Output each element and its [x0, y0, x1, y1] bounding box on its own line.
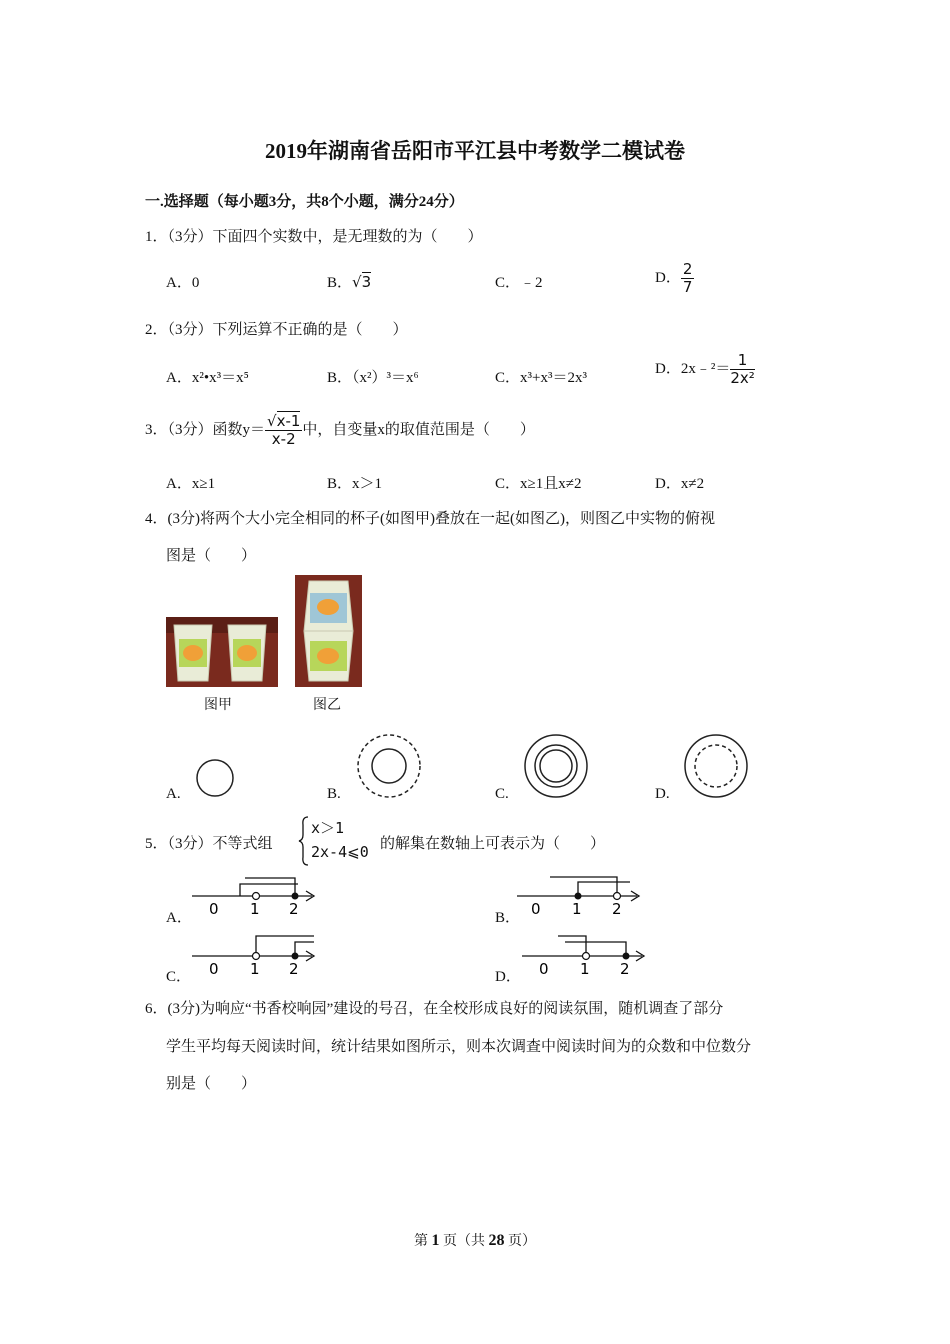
q2-option-d — [655, 352, 755, 387]
left-brace-icon — [298, 815, 310, 867]
q2-option-c: C．x³+x³＝2x³ — [495, 370, 587, 386]
caption-jia: 图甲 — [204, 697, 232, 713]
q4-option-c: C. — [495, 786, 509, 802]
number-line-d — [520, 932, 650, 978]
footer-total-pages: 28 — [488, 1232, 505, 1249]
q3-option-c: C．x≥1且x≠2 — [495, 476, 582, 492]
q5-option-c: C． — [166, 969, 192, 985]
footer-post: 页） — [508, 1234, 536, 1249]
q3-fraction-numerator — [265, 413, 302, 431]
q3-radicand: x-1 — [276, 412, 301, 430]
tick-label-1: 1 — [572, 900, 582, 918]
question-6-line1: 6．(3分)为响应“书香校响园”建设的号召，在全校形成良好的阅读氛围，随机调查了部分 — [145, 1001, 724, 1017]
tick-label-2: 2 — [612, 900, 622, 918]
q4-option-b-figure — [355, 732, 425, 802]
caption-yi: 图乙 — [313, 697, 341, 713]
cup-icon — [174, 625, 212, 681]
q1-option-d — [655, 261, 694, 296]
number-line-b — [515, 872, 645, 918]
question-4-stem-line2: 图是（ ） — [166, 548, 257, 564]
tick-label-1: 1 — [250, 900, 260, 918]
q3-stem-post: 中，自变量x的取值范围是（ ） — [302, 421, 535, 438]
tick-label-2: 2 — [620, 960, 630, 978]
question-6-line2: 学生平均每天阅读时间，统计结果如图所示，则本次调查中阅读时间为的众数和中位数分 — [166, 1039, 752, 1055]
question-1-stem: 1．（3分）下面四个实数中，是无理数的为（ ） — [145, 229, 483, 245]
q5-inequality-1: x＞1 — [311, 819, 345, 837]
sqrt-symbol: √ — [352, 273, 362, 291]
tick-label-1: 1 — [580, 960, 590, 978]
footer-mid: 页（共 — [443, 1234, 485, 1249]
tick-label-1: 1 — [250, 960, 260, 978]
section-heading: 一.选择题（每小题3分，共8个小题，满分24分） — [145, 194, 464, 210]
tick-label-0: 0 — [209, 900, 219, 918]
q3-fraction-denominator: x-2 — [271, 430, 296, 448]
cup-icon — [304, 581, 353, 631]
question-2-stem: 2．（3分）下列运算不正确的是（ ） — [145, 322, 408, 338]
cup-icon — [228, 625, 266, 681]
q4-option-c-figure — [522, 732, 592, 802]
q2-option-b: B．（x²）³＝x⁶ — [327, 370, 419, 386]
question-6-line3: 别是（ ） — [166, 1076, 257, 1092]
q4-option-a-figure — [193, 758, 237, 802]
q3-option-a: A．x≥1 — [166, 476, 216, 492]
tick-label-0: 0 — [531, 900, 541, 918]
footer-page-number: 1 — [431, 1232, 440, 1249]
q1-d-denominator: 7 — [682, 278, 693, 296]
photo-stacked-cups — [295, 575, 362, 687]
q5-inequality-system — [298, 815, 388, 867]
footer-pre: 第 — [414, 1234, 428, 1249]
q3-option-b: B．x＞1 — [327, 476, 383, 492]
q5-inequality-2: 2x-4⩽0 — [311, 843, 369, 861]
q5-option-d: D． — [495, 969, 521, 985]
q2-d-denominator: 2x² — [730, 369, 755, 387]
q1-d-numerator: 2 — [682, 260, 693, 278]
q1-option-b — [327, 271, 371, 292]
number-line-c — [190, 932, 320, 978]
q2-option-d-label: D．2x﹣²＝ — [655, 360, 731, 377]
q1-option-c: C．﹣2 — [495, 275, 543, 291]
question-3-stem — [145, 413, 535, 448]
tick-label-2: 2 — [289, 900, 299, 918]
q1-option-a: A．0 — [166, 275, 200, 291]
q2-option-a: A．x²•x³＝x⁵ — [166, 370, 249, 386]
tick-label-2: 2 — [289, 960, 299, 978]
cup-icon — [304, 631, 353, 681]
photo-two-cups — [166, 617, 278, 687]
q1-option-d-fraction — [681, 261, 695, 296]
tick-label-0: 0 — [209, 960, 219, 978]
q2-option-d-fraction — [730, 352, 754, 387]
q1-option-b-label: B． — [327, 275, 353, 291]
question-5-stem-post: 的解集在数轴上可表示为（ ） — [380, 836, 606, 852]
q4-option-b: B. — [327, 786, 341, 802]
sqrt-symbol: √ — [267, 412, 277, 430]
q2-d-numerator: 1 — [730, 352, 754, 370]
q3-option-d: D．x≠2 — [655, 476, 705, 492]
q5-option-a: A． — [166, 910, 192, 926]
q1-option-b-radicand: 3 — [361, 273, 372, 291]
number-line-a — [190, 872, 320, 918]
page-title: 2019年湖南省岳阳市平江县中考数学二模试卷 — [265, 139, 685, 163]
q3-fraction — [265, 413, 302, 448]
q4-option-d: D. — [655, 786, 670, 802]
question-4-stem-line1: 4．(3分)将两个大小完全相同的杯子(如图甲)叠放在一起(如图乙)，则图乙中实物的俯视 — [145, 511, 715, 527]
question-5-stem-pre: 5．（3分）不等式组 — [145, 836, 273, 852]
page-footer — [0, 1230, 950, 1250]
q4-option-d-figure — [682, 732, 752, 802]
tick-label-0: 0 — [539, 960, 549, 978]
q5-option-b: B． — [495, 910, 521, 926]
q1-option-d-label: D． — [655, 269, 681, 286]
q3-stem-pre: 3．（3分）函数y＝ — [145, 421, 266, 438]
q4-option-a: A. — [166, 786, 181, 802]
